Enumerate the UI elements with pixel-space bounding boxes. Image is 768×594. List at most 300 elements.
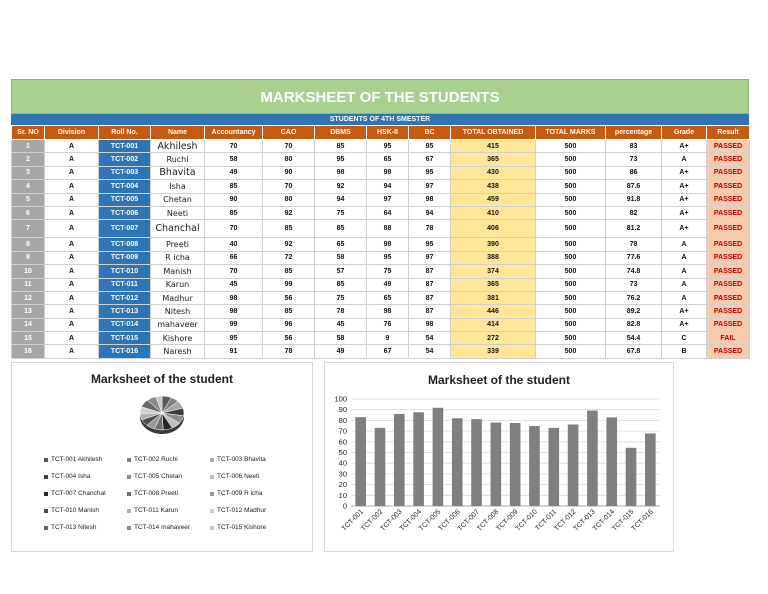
cell-dbms: 98 xyxy=(315,166,367,179)
cell-hsk-ii: 64 xyxy=(367,206,409,219)
legend-item xyxy=(127,468,210,485)
cell-total-marks: 500 xyxy=(536,166,606,179)
cell-total-marks: 500 xyxy=(536,305,606,318)
cell-sr-no: 8 xyxy=(12,238,45,251)
cell-accountancy: 85 xyxy=(205,180,263,193)
cell-accountancy: 98 xyxy=(205,291,263,304)
bar xyxy=(375,428,386,506)
cell-sr-no: 9 xyxy=(12,251,45,264)
cell-division: A xyxy=(45,265,99,278)
header-result: Result xyxy=(707,126,750,140)
cell-bc: 87 xyxy=(409,305,451,318)
table-row xyxy=(12,206,750,219)
cell-roll-no: TCT-009 xyxy=(99,251,151,264)
y-tick-label: 100 xyxy=(334,394,347,404)
table-row xyxy=(12,238,750,251)
cell-total-marks: 500 xyxy=(536,278,606,291)
cell-result: PASSED xyxy=(707,180,750,193)
cell-percentage: 78 xyxy=(606,238,662,251)
cell-hsk-ii: 95 xyxy=(367,140,409,153)
cell-dbms: 92 xyxy=(315,180,367,193)
cell-roll-no: TCT-002 xyxy=(99,153,151,166)
cell-percentage: 67.8 xyxy=(606,345,662,358)
x-tick-label: TCT-013 xyxy=(572,508,597,533)
legend-label: TCT-010 Manish xyxy=(51,507,100,514)
table-row xyxy=(12,140,750,153)
cell-grade: A+ xyxy=(662,305,707,318)
cell-name: Ruchi xyxy=(151,153,205,166)
cell-dbms: 75 xyxy=(315,291,367,304)
legend-item xyxy=(127,502,210,519)
cell-result: PASSED xyxy=(707,220,750,238)
header-bc: BC xyxy=(409,126,451,140)
cell-total-marks: 500 xyxy=(536,153,606,166)
cell-percentage: 77.6 xyxy=(606,251,662,264)
cell-total-marks: 500 xyxy=(536,318,606,331)
cell-total-marks: 500 xyxy=(536,251,606,264)
cell-accountancy: 58 xyxy=(205,153,263,166)
legend-label: TCT-006 Neeti xyxy=(217,473,260,480)
table-row xyxy=(12,180,750,193)
legend-swatch xyxy=(127,509,131,513)
cell-name: Bhavita xyxy=(151,166,205,179)
bar xyxy=(587,411,598,506)
cell-division: A xyxy=(45,291,99,304)
pie-legend xyxy=(44,451,304,536)
legend-label: TCT-008 Preeti xyxy=(134,490,179,497)
cell-dbms: 57 xyxy=(315,265,367,278)
cell-name: R icha xyxy=(151,251,205,264)
cell-hsk-ii: 75 xyxy=(367,265,409,278)
legend-label: TCT-004 Isha xyxy=(51,473,91,480)
cell-grade: A+ xyxy=(662,318,707,331)
bar xyxy=(394,414,405,506)
cell-bc: 98 xyxy=(409,318,451,331)
cell-cao: 99 xyxy=(263,278,315,291)
legend-swatch xyxy=(210,526,214,530)
y-tick-label: 80 xyxy=(338,415,347,425)
cell-percentage: 74.8 xyxy=(606,265,662,278)
cell-bc: 95 xyxy=(409,140,451,153)
cell-grade: C xyxy=(662,332,707,345)
cell-division: A xyxy=(45,140,99,153)
cell-total-obtained: 406 xyxy=(451,220,536,238)
pie-chart-title: Marksheet of the student xyxy=(90,372,234,386)
legend-item xyxy=(210,485,293,502)
cell-dbms: 45 xyxy=(315,318,367,331)
cell-bc: 97 xyxy=(409,251,451,264)
y-tick-label: 30 xyxy=(338,469,347,479)
bar xyxy=(606,417,617,506)
cell-cao: 70 xyxy=(263,140,315,153)
cell-total-marks: 500 xyxy=(536,180,606,193)
cell-percentage: 82 xyxy=(606,206,662,219)
cell-grade: A+ xyxy=(662,220,707,238)
cell-name: mahaveer xyxy=(151,318,205,331)
cell-bc: 94 xyxy=(409,206,451,219)
bar xyxy=(548,428,559,506)
x-tick-label: TCT-005 xyxy=(418,508,443,533)
legend-label: TCT-011 Karun xyxy=(134,507,178,514)
cell-accountancy: 66 xyxy=(205,251,263,264)
cell-total-obtained: 272 xyxy=(451,332,536,345)
table-row xyxy=(12,305,750,318)
cell-result: PASSED xyxy=(707,153,750,166)
cell-dbms: 65 xyxy=(315,238,367,251)
cell-bc: 78 xyxy=(409,220,451,238)
legend-swatch xyxy=(44,509,48,513)
y-tick-label: 0 xyxy=(342,501,347,511)
cell-hsk-ii: 98 xyxy=(367,166,409,179)
cell-name: Neeti xyxy=(151,206,205,219)
cell-dbms: 95 xyxy=(315,153,367,166)
cell-grade: A xyxy=(662,291,707,304)
cell-percentage: 87.6 xyxy=(606,180,662,193)
legend-swatch xyxy=(210,458,214,462)
cell-division: A xyxy=(45,251,99,264)
table-row xyxy=(12,153,750,166)
cell-cao: 72 xyxy=(263,251,315,264)
table-row xyxy=(12,193,750,206)
header-division: Division xyxy=(45,126,99,140)
cell-name: Naresh xyxy=(151,345,205,358)
cell-roll-no: TCT-007 xyxy=(99,220,151,238)
cell-cao: 85 xyxy=(263,305,315,318)
cell-accountancy: 49 xyxy=(205,166,263,179)
legend-item xyxy=(210,451,293,468)
cell-roll-no: TCT-010 xyxy=(99,265,151,278)
cell-total-marks: 500 xyxy=(536,345,606,358)
bar-chart-title: Marksheet of the student xyxy=(427,373,571,387)
y-tick-label: 10 xyxy=(338,490,347,500)
table-row xyxy=(12,332,750,345)
cell-total-obtained: 438 xyxy=(451,180,536,193)
marks-table xyxy=(11,125,750,359)
cell-name: Manish xyxy=(151,265,205,278)
bar xyxy=(626,448,637,506)
bar xyxy=(471,419,482,506)
table-row xyxy=(12,265,750,278)
cell-total-obtained: 415 xyxy=(451,140,536,153)
cell-dbms: 78 xyxy=(315,305,367,318)
cell-name: Akhilesh xyxy=(151,140,205,153)
y-tick-label: 50 xyxy=(338,448,347,457)
cell-bc: 54 xyxy=(409,332,451,345)
cell-accountancy: 98 xyxy=(205,305,263,318)
cell-roll-no: TCT-015 xyxy=(99,332,151,345)
cell-name: Karun xyxy=(151,278,205,291)
marksheet xyxy=(11,79,749,359)
cell-bc: 87 xyxy=(409,265,451,278)
cell-bc: 97 xyxy=(409,180,451,193)
x-tick-label: TCT-008 xyxy=(476,508,501,533)
cell-result: PASSED xyxy=(707,238,750,251)
legend-label: TCT-013 Nitesh xyxy=(51,524,97,531)
legend-swatch xyxy=(44,475,48,479)
legend-item xyxy=(210,502,293,519)
x-tick-label: TCT-010 xyxy=(514,508,539,533)
cell-cao: 56 xyxy=(263,291,315,304)
cell-result: PASSED xyxy=(707,305,750,318)
legend-item xyxy=(127,485,210,502)
cell-dbms: 85 xyxy=(315,220,367,238)
cell-accountancy: 70 xyxy=(205,140,263,153)
cell-grade: A xyxy=(662,238,707,251)
cell-division: A xyxy=(45,153,99,166)
cell-hsk-ii: 65 xyxy=(367,291,409,304)
cell-result: PASSED xyxy=(707,278,750,291)
legend-item xyxy=(44,485,127,502)
x-tick-label: TCT-001 xyxy=(340,508,366,533)
cell-hsk-ii: 95 xyxy=(367,251,409,264)
cell-total-marks: 500 xyxy=(536,291,606,304)
x-tick-label: TCT-007 xyxy=(456,508,481,533)
legend-swatch xyxy=(210,509,214,513)
cell-roll-no: TCT-006 xyxy=(99,206,151,219)
cell-dbms: 94 xyxy=(315,193,367,206)
cell-grade: A xyxy=(662,265,707,278)
table-row xyxy=(12,278,750,291)
legend-swatch xyxy=(127,492,131,496)
legend-item xyxy=(210,468,293,485)
cell-accountancy: 95 xyxy=(205,332,263,345)
cell-division: A xyxy=(45,318,99,331)
cell-total-marks: 500 xyxy=(536,265,606,278)
cell-name: Madhur xyxy=(151,291,205,304)
cell-roll-no: TCT-014 xyxy=(99,318,151,331)
cell-division: A xyxy=(45,193,99,206)
cell-division: A xyxy=(45,206,99,219)
legend-item xyxy=(127,519,210,536)
cell-total-obtained: 390 xyxy=(451,238,536,251)
header-dbms: DBMS xyxy=(315,126,367,140)
cell-roll-no: TCT-013 xyxy=(99,305,151,318)
bar xyxy=(355,417,366,506)
cell-total-obtained: 365 xyxy=(451,153,536,166)
cell-accountancy: 70 xyxy=(205,220,263,238)
legend-item xyxy=(44,468,127,485)
legend-swatch xyxy=(210,492,214,496)
cell-total-marks: 500 xyxy=(536,238,606,251)
x-tick-label: TCT-006 xyxy=(437,508,462,533)
y-tick-label: 40 xyxy=(338,458,347,468)
legend-item xyxy=(210,519,293,536)
cell-roll-no: TCT-008 xyxy=(99,238,151,251)
cell-roll-no: TCT-012 xyxy=(99,291,151,304)
table-row xyxy=(12,318,750,331)
cell-total-marks: 500 xyxy=(536,193,606,206)
cell-bc: 67 xyxy=(409,153,451,166)
cell-grade: A xyxy=(662,251,707,264)
cell-total-obtained: 374 xyxy=(451,265,536,278)
cell-roll-no: TCT-001 xyxy=(99,140,151,153)
table-body xyxy=(12,140,750,359)
header-sr-no: Sr. NO xyxy=(12,126,45,140)
legend-swatch xyxy=(44,458,48,462)
cell-percentage: 83 xyxy=(606,140,662,153)
cell-percentage: 54.4 xyxy=(606,332,662,345)
y-tick-label: 20 xyxy=(338,480,347,490)
cell-roll-no: TCT-005 xyxy=(99,193,151,206)
cell-bc: 98 xyxy=(409,193,451,206)
cell-sr-no: 15 xyxy=(12,332,45,345)
cell-sr-no: 14 xyxy=(12,318,45,331)
cell-percentage: 81.2 xyxy=(606,220,662,238)
cell-hsk-ii: 97 xyxy=(367,193,409,206)
cell-bc: 54 xyxy=(409,345,451,358)
y-tick-label: 90 xyxy=(338,405,347,415)
bar xyxy=(568,424,579,506)
legend-swatch xyxy=(44,526,48,530)
header-hsk-ii: HSK-II xyxy=(367,126,409,140)
x-tick-label: TCT-015 xyxy=(611,508,636,533)
x-tick-label: TCT-016 xyxy=(630,508,655,533)
cell-sr-no: 10 xyxy=(12,265,45,278)
cell-sr-no: 2 xyxy=(12,153,45,166)
cell-cao: 85 xyxy=(263,220,315,238)
cell-percentage: 76.2 xyxy=(606,291,662,304)
cell-grade: A+ xyxy=(662,206,707,219)
cell-cao: 70 xyxy=(263,180,315,193)
legend-label: TCT-009 R icha xyxy=(217,490,263,497)
cell-dbms: 75 xyxy=(315,206,367,219)
legend-swatch xyxy=(127,458,131,462)
cell-hsk-ii: 94 xyxy=(367,180,409,193)
cell-sr-no: 6 xyxy=(12,206,45,219)
legend-swatch xyxy=(210,475,214,479)
cell-percentage: 73 xyxy=(606,153,662,166)
cell-result: PASSED xyxy=(707,345,750,358)
cell-total-obtained: 430 xyxy=(451,166,536,179)
legend-item xyxy=(127,451,210,468)
cell-sr-no: 1 xyxy=(12,140,45,153)
header-total-marks: TOTAL MARKS xyxy=(536,126,606,140)
bar xyxy=(413,412,424,506)
cell-grade: A xyxy=(662,153,707,166)
cell-hsk-ii: 98 xyxy=(367,238,409,251)
x-tick-label: TCT-014 xyxy=(591,508,617,533)
cell-division: A xyxy=(45,305,99,318)
cell-accountancy: 90 xyxy=(205,193,263,206)
cell-division: A xyxy=(45,166,99,179)
cell-hsk-ii: 9 xyxy=(367,332,409,345)
cell-result: PASSED xyxy=(707,206,750,219)
cell-bc: 95 xyxy=(409,238,451,251)
cell-result: PASSED xyxy=(707,265,750,278)
legend-label: TCT-007 Chanchal xyxy=(51,490,106,497)
legend-label: TCT-003 Bhavita xyxy=(217,456,266,463)
cell-total-obtained: 459 xyxy=(451,193,536,206)
cell-accountancy: 99 xyxy=(205,318,263,331)
table-row xyxy=(12,345,750,358)
bar xyxy=(452,418,463,506)
cell-total-obtained: 410 xyxy=(451,206,536,219)
bar xyxy=(529,426,540,506)
cell-accountancy: 91 xyxy=(205,345,263,358)
cell-total-marks: 500 xyxy=(536,140,606,153)
cell-sr-no: 4 xyxy=(12,180,45,193)
table-row xyxy=(12,220,750,238)
cell-cao: 78 xyxy=(263,345,315,358)
cell-bc: 95 xyxy=(409,166,451,179)
table-row xyxy=(12,251,750,264)
cell-division: A xyxy=(45,278,99,291)
cell-grade: B xyxy=(662,345,707,358)
cell-name: Chanchal xyxy=(151,220,205,238)
cell-hsk-ii: 98 xyxy=(367,305,409,318)
cell-roll-no: TCT-011 xyxy=(99,278,151,291)
cell-sr-no: 11 xyxy=(12,278,45,291)
cell-sr-no: 12 xyxy=(12,291,45,304)
cell-sr-no: 13 xyxy=(12,305,45,318)
y-tick-label: 70 xyxy=(338,426,347,436)
cell-total-obtained: 388 xyxy=(451,251,536,264)
cell-hsk-ii: 49 xyxy=(367,278,409,291)
cell-accountancy: 70 xyxy=(205,265,263,278)
header-percentage: percentage xyxy=(606,126,662,140)
cell-percentage: 89.2 xyxy=(606,305,662,318)
cell-hsk-ii: 76 xyxy=(367,318,409,331)
pie-chart[interactable] xyxy=(11,362,313,552)
cell-dbms: 49 xyxy=(315,345,367,358)
bar-chart[interactable] xyxy=(324,362,674,552)
cell-result: PASSED xyxy=(707,140,750,153)
cell-sr-no: 3 xyxy=(12,166,45,179)
cell-percentage: 73 xyxy=(606,278,662,291)
cell-cao: 85 xyxy=(263,265,315,278)
legend-item xyxy=(44,502,127,519)
cell-cao: 56 xyxy=(263,332,315,345)
cell-dbms: 58 xyxy=(315,332,367,345)
bar-plot xyxy=(325,391,673,551)
legend-swatch xyxy=(44,492,48,496)
cell-percentage: 91.8 xyxy=(606,193,662,206)
cell-name: Isha xyxy=(151,180,205,193)
cell-sr-no: 7 xyxy=(12,220,45,238)
cell-division: A xyxy=(45,180,99,193)
cell-cao: 96 xyxy=(263,318,315,331)
cell-total-obtained: 414 xyxy=(451,318,536,331)
cell-name: Nitesh xyxy=(151,305,205,318)
header-grade: Grade xyxy=(662,126,707,140)
bar xyxy=(433,408,444,506)
cell-sr-no: 16 xyxy=(12,345,45,358)
x-tick-label: TCT-012 xyxy=(553,508,578,533)
cell-grade: A+ xyxy=(662,140,707,153)
header-total-obtained: TOTAL OBTAINED xyxy=(451,126,536,140)
cell-dbms: 85 xyxy=(315,278,367,291)
cell-accountancy: 40 xyxy=(205,238,263,251)
legend-label: TCT-015 Kishore xyxy=(217,524,267,531)
cell-roll-no: TCT-003 xyxy=(99,166,151,179)
header-accountancy: Accountancy xyxy=(205,126,263,140)
cell-total-obtained: 365 xyxy=(451,278,536,291)
cell-percentage: 82.8 xyxy=(606,318,662,331)
cell-percentage: 86 xyxy=(606,166,662,179)
legend-label: TCT-014 mahaveer xyxy=(134,524,190,531)
x-tick-label: TCT-009 xyxy=(495,508,520,533)
x-tick-label: TCT-002 xyxy=(360,508,385,533)
cell-total-marks: 500 xyxy=(536,220,606,238)
legend-swatch xyxy=(127,526,131,530)
cell-division: A xyxy=(45,238,99,251)
cell-roll-no: TCT-016 xyxy=(99,345,151,358)
cell-total-obtained: 381 xyxy=(451,291,536,304)
x-tick-label: TCT-004 xyxy=(398,508,424,533)
cell-result: PASSED xyxy=(707,166,750,179)
cell-accountancy: 85 xyxy=(205,206,263,219)
cell-total-obtained: 339 xyxy=(451,345,536,358)
